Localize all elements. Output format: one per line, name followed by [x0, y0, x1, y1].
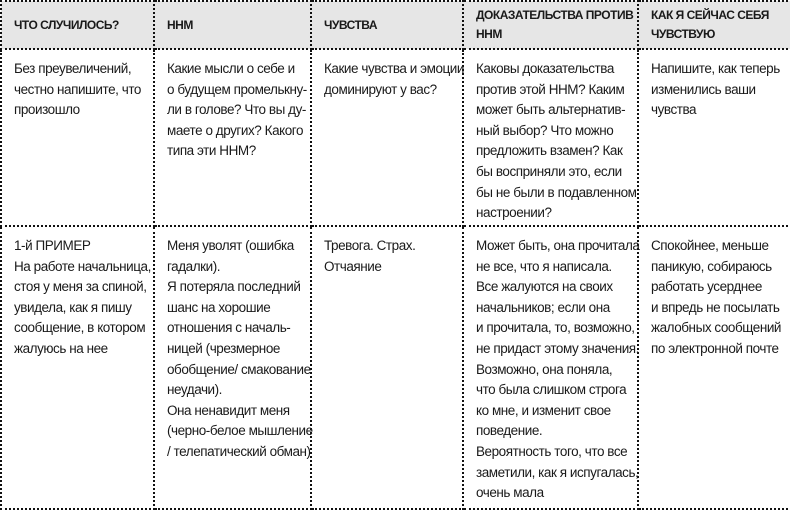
cell-text-line: Каковы доказательства	[476, 61, 614, 76]
cell-text-line: Вероятность того, что все	[476, 443, 628, 459]
table-row	[1, 49, 790, 226]
cell-text-line: / телепатический обман)	[167, 443, 311, 459]
cell-text-line: Какие мысли о себе и	[167, 61, 295, 76]
table-cell-feelings	[311, 49, 463, 226]
cell-text-line: Напишите, как теперь	[651, 61, 780, 76]
cell-text-line: Я потеряла последний	[167, 279, 301, 295]
cell-text-line: поведение.	[476, 423, 543, 439]
cell-text-line: стоя у меня за спиной,	[14, 279, 147, 295]
cell-text-line: бы не были в подавленном	[476, 184, 637, 200]
cell-text-line: Все жалуются на своих	[476, 279, 613, 295]
cell-text-line: маете о других? Какого	[167, 122, 304, 138]
cell-text-line: Может быть, она прочитала	[476, 238, 640, 253]
cell-text-line: шанс на хорошие	[167, 299, 271, 315]
cell-text-line: ли в голове? Что вы ду-	[167, 102, 306, 118]
cell-text-line: жалуюсь на нее	[14, 340, 108, 356]
cell-text-line: чувства	[651, 102, 697, 118]
header-row	[1, 1, 790, 49]
header-text-line: ННМ	[167, 17, 193, 32]
cell-text-line: доминируют у вас?	[324, 81, 437, 97]
table-cell-feelings	[311, 226, 463, 509]
cell-text-line: и впредь не посылать	[651, 299, 780, 315]
cell-text-line: Тревога. Страх.	[324, 238, 416, 253]
cell-text-line: против этой ННМ? Каким	[476, 81, 625, 97]
table-cell-what-happened	[1, 49, 154, 226]
table-cell-how-feel-now	[638, 49, 790, 226]
header-what-happened	[1, 1, 154, 49]
table-cell-what-happened	[1, 226, 154, 509]
header-evidence-against	[463, 1, 638, 49]
cell-text-line: ницей (чрезмерное	[167, 340, 280, 356]
cell-text-line: произошло	[14, 102, 80, 118]
cell-text-line: честно напишите, что	[14, 81, 141, 97]
cell-text-line: паникую, собираюсь	[651, 258, 772, 274]
cell-text-line: Отчаяние	[324, 258, 382, 274]
table-cell-how-feel-now	[638, 226, 790, 509]
cell-text-line: Меня уволят (ошибка	[167, 238, 294, 253]
cell-text-line: работать усерднее	[651, 279, 762, 295]
cell-text-line: жалобных сообщений	[651, 320, 782, 336]
cell-text-line: Какие чувства и эмоции	[324, 61, 464, 76]
cell-text-line: Спокойнее, меньше	[651, 238, 769, 253]
cell-text-line: предложить взамен? Как	[476, 143, 623, 159]
cell-text-line: не все, что я написала.	[476, 258, 612, 274]
cell-text-line: (черно-белое мышление	[167, 423, 313, 439]
table-cell-evidence-against	[463, 226, 638, 509]
table-cell-nnm	[154, 49, 311, 226]
cell-text-line: отношения с началь-	[167, 320, 291, 336]
cell-text-line: типа эти ННМ?	[167, 143, 256, 159]
table-cell-nnm	[154, 226, 311, 509]
cell-text-line: гадалки).	[167, 258, 221, 274]
cell-text-line: 1-й ПРИМЕР	[14, 238, 91, 253]
table-cell-evidence-against	[463, 49, 638, 226]
cell-text-line: Без преувеличений,	[14, 61, 132, 76]
cell-text-line: бы восприняли это, если	[476, 163, 622, 179]
cell-text-line: заметили, как я испугалась,	[476, 464, 639, 480]
cell-text-line: начальников; если она	[476, 299, 610, 315]
cell-text-line: может быть альтернатив-	[476, 102, 626, 118]
cell-text-line: по электронной почте	[651, 340, 779, 356]
cell-text-line: Возможно, она поняла,	[476, 361, 613, 377]
cell-text-line: изменились ваши	[651, 81, 756, 97]
header-nnm	[154, 1, 311, 49]
cell-text-line: что была слишком строга	[476, 382, 627, 398]
cell-text-line: Она ненавидит меня	[167, 402, 290, 418]
header-text-line: ЧУВСТВУЮ	[651, 27, 715, 41]
header-text-line: ДОКАЗАТЕЛЬСТВА ПРОТИВ	[476, 8, 634, 22]
header-text-line: КАК Я СЕЙЧАС СЕБЯ	[651, 8, 769, 22]
cell-text-line: ный выбор? Что можно	[476, 122, 614, 138]
cell-text-line: настроении?	[476, 205, 552, 221]
cell-text-line: сообщение, в котором	[14, 320, 146, 336]
cell-text-line: увидела, как я пишу	[14, 299, 132, 315]
cell-text-line: неудачи).	[167, 382, 222, 398]
header-how-feel-now	[638, 1, 790, 49]
header-text-line: ЧТО СЛУЧИЛОСЬ?	[14, 17, 119, 32]
header-text-line: ННМ	[476, 27, 502, 41]
cell-text-line: На работе начальница,	[14, 258, 151, 274]
header-feelings	[311, 1, 463, 49]
cell-text-line: обобщение/ смакование	[167, 361, 311, 377]
cell-text-line: и прочитала, то, возможно,	[476, 320, 635, 336]
cell-text-line: ко мне, и изменит свое	[476, 402, 611, 418]
header-text-line: ЧУВСТВА	[324, 17, 378, 32]
cell-text-line: очень мала	[476, 485, 544, 501]
cell-text-line: о будущем промелькну-	[167, 81, 307, 97]
cell-text-line: не придаст этому значения.	[476, 340, 639, 356]
table-row	[1, 226, 790, 509]
